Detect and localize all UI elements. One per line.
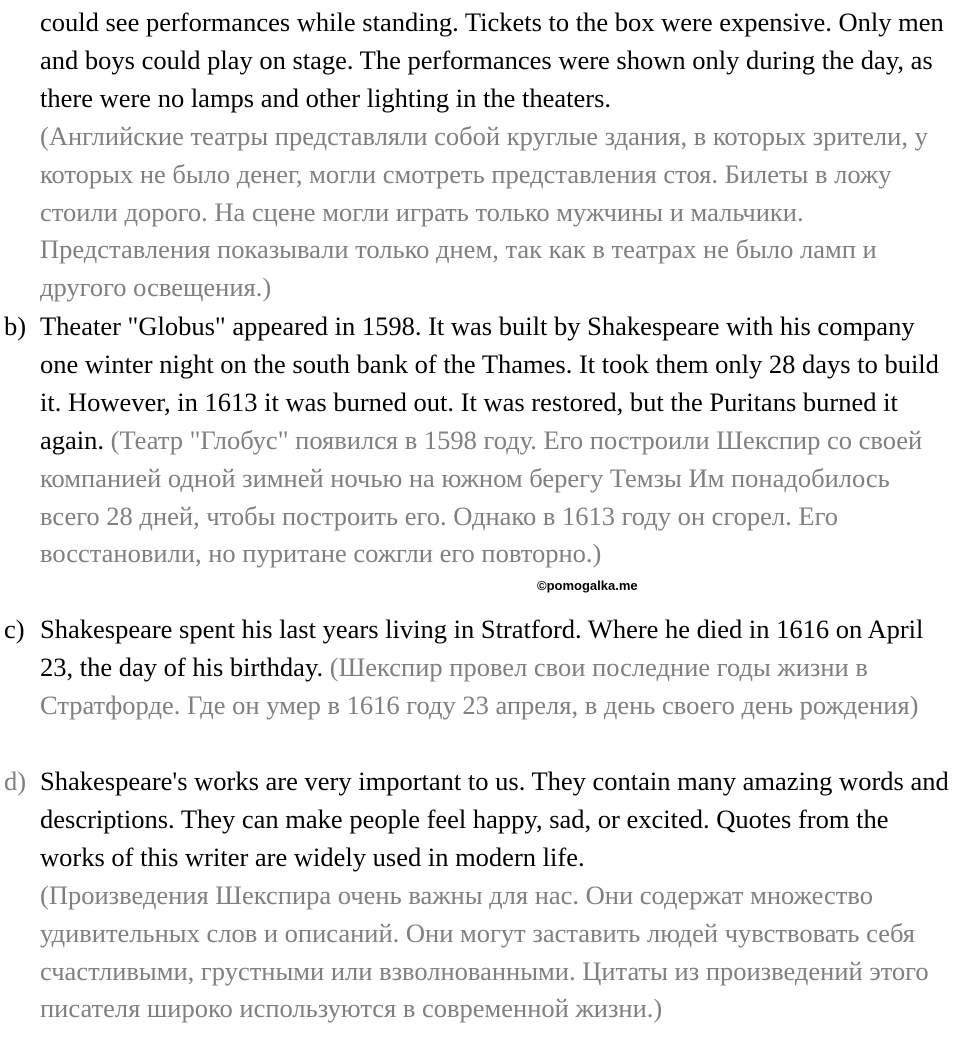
paragraph-a-english: could see performances while standing. Tickets to the box were expensive. Only men and boys could play on stage. The performances were shown only during the day, as there were no lamps and other lighting in the theaters. (40, 7, 944, 113)
paragraph-b-english: Theater "Globus" appeared in 1598. It was built by Shakespeare with his company one winter night on the south bank of the Thames. It took them only 28 days to build it. However, in 1613 it was burned out. It was restored, but the Puritans burned it again. (40, 311, 939, 455)
paragraph-c-russian: (Шекспир провел свои последние годы жизни в Стратфорде. Где он умер в 1616 году 23 апреля, в день своего день рождения) (40, 651, 919, 720)
paragraph-d (40, 763, 955, 1028)
paragraph-a (40, 4, 955, 307)
paragraph-d-marker: d) (4, 766, 27, 796)
paragraph-c-english: Shakespeare spent his last years living in Stratford. Where he died in 1616 on April 23, the day of his birthday. (40, 614, 924, 682)
paragraph-c-marker: c) (4, 614, 25, 644)
paragraph-c (40, 611, 955, 725)
paragraph-d-russian: (Произведения Шекспира очень важны для нас. Они содержат множество удивительных слов и описаний. Они могут заставить людей чувствовать себя счастливыми, грустными или взволнованными. Цитаты из произведений этого писателя широко используются в современной жизни.) (40, 879, 929, 1024)
paragraph-d-english: Shakespeare's works are very important to us. They contain many amazing words and descriptions. They can make people feel happy, sad, or excited. Quotes from the works of this writer are widely used in modern life. (40, 766, 949, 872)
paragraph-b-marker: b) (4, 311, 27, 341)
paragraph-b (40, 308, 955, 573)
watermark: ©pomogalka.me (537, 578, 638, 593)
paragraph-b-russian: (Театр "Глобус" появился в 1598 году. Его построили Шекспир со своей компанией одной зимней ночью на южном берегу Темзы Им понадобилось всего 28 дней, чтобы построить его. Однако в 1613 году он сгорел. Его восстановили, но пуритане сожгли его повторно.) (40, 424, 923, 569)
paragraph-a-russian: (Английские театры представляли собой круглые здания, в которых зрители, у которых не было денег, могли смотреть представления стоя. Билеты в ложу стоили дорого. На сцене могли играть только мужчины и мальчики. Представления показывали только днем, так как в театрах не было ламп и другого освещения.) (40, 120, 928, 303)
